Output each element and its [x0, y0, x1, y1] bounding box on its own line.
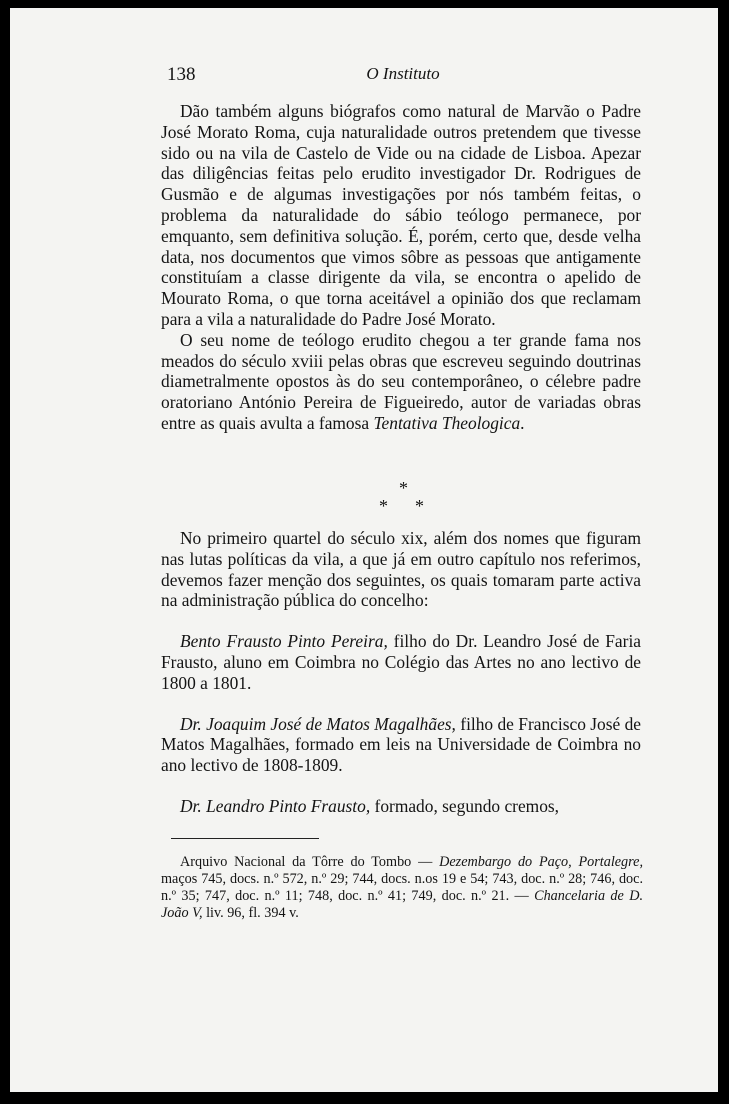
paragraph-1: Dão também alguns biógrafos como natural de Marvão o Padre José Morato Roma, cuja naturalidade outros pretendem que tivesse sido ou na vila de Castelo de Vide ou na cidade de Lisboa. Apezar das diligências feitas pelo erudito investigador Dr. Rodrigues de Gusmão e de algumas investigações por nós também feitas, o problema da naturalidade do sábio teólogo permanece, por emquanto, sem definitiva solução. É, porém, certo que, desde velha data, nos documentos que vimos sôbre as pessoas que antigamente constituíam a classe dirigente da vila, se encontra o apelido de Mourato Roma, o que torna aceitável a opinião dos que reclamam para a vila a naturalidade do Padre José Morato. — [161, 101, 641, 329]
main-text — [161, 101, 641, 434]
paragraph-2 — [161, 330, 641, 434]
entry-1 — [161, 631, 641, 693]
running-title: O Instituto — [366, 64, 440, 83]
book-title: Tentativa Theologica — [373, 412, 521, 433]
entry-2-text: filho de Francisco José de Matos Magalhães, formado em leis na Universidade de Coimbra no ano lectivo de 1808-1809. — [161, 713, 641, 776]
entry-3-name: Dr. Leandro Pinto Frausto, — [180, 795, 371, 816]
footnote — [161, 854, 643, 922]
entry-1-name: Bento Frausto Pinto Pereira, — [180, 631, 388, 652]
footnote-series-2: Chancelaria de D. João V, — [161, 888, 643, 921]
page — [10, 8, 718, 1092]
asterism-star-left: * — [379, 496, 388, 516]
asterism-star-top: * — [399, 478, 408, 498]
entry-2-name: Dr. Joaquim José de Matos Magalhães, — [180, 713, 456, 734]
section-two — [161, 528, 641, 837]
footnote-rule — [171, 838, 319, 839]
page-number: 138 — [167, 64, 196, 85]
footnote-folio: liv. 96, fl. 394 v. — [202, 905, 299, 921]
entry-2 — [161, 714, 641, 776]
asterism-divider — [375, 478, 435, 518]
paragraph-2-text: O seu nome de teólogo erudito chegou a ter grande fama nos meados do século xviii pelas obras que escreveu seguindo doutrinas diametralmente opostos às do seu contemporâneo, o célebre padre oratoriano António Pereira de Figueiredo, autor de variadas obras entre as quais avulta a famosa — [161, 329, 641, 433]
footnote-refs: maços 745, docs. n.º 572, n.º 29; 744, docs. n.os 19 e 54; 743, doc. n.º 28; 746, doc. n.º 35; 747, doc. n.º 11; 748, doc. n.º 41; 749, doc. n.º 21. — — [161, 871, 643, 904]
entry-1-text: filho do Dr. Leandro José de Faria Frausto, aluno em Coimbra no Colégio das Artes no ano lectivo de 1800 a 1801. — [161, 631, 641, 693]
footnote-series-1: Dezembargo do Paço, Portalegre, — [439, 854, 643, 870]
paragraph-2-end: . — [520, 412, 525, 433]
page-header — [10, 64, 718, 88]
asterism-star-right: * — [415, 496, 424, 516]
entry-3 — [161, 796, 641, 817]
footnote-source: Arquivo Nacional da Tôrre do Tombo — — [180, 854, 440, 870]
paragraph-3: No primeiro quartel do século xix, além dos nomes que figuram nas lutas políticas da vila, a que já em outro capítulo nos referimos, devemos fazer menção dos seguintes, os quais tomaram parte activa na administração pública do concelho: — [161, 528, 641, 611]
entry-3-text: formado, segundo cremos, — [370, 795, 560, 816]
